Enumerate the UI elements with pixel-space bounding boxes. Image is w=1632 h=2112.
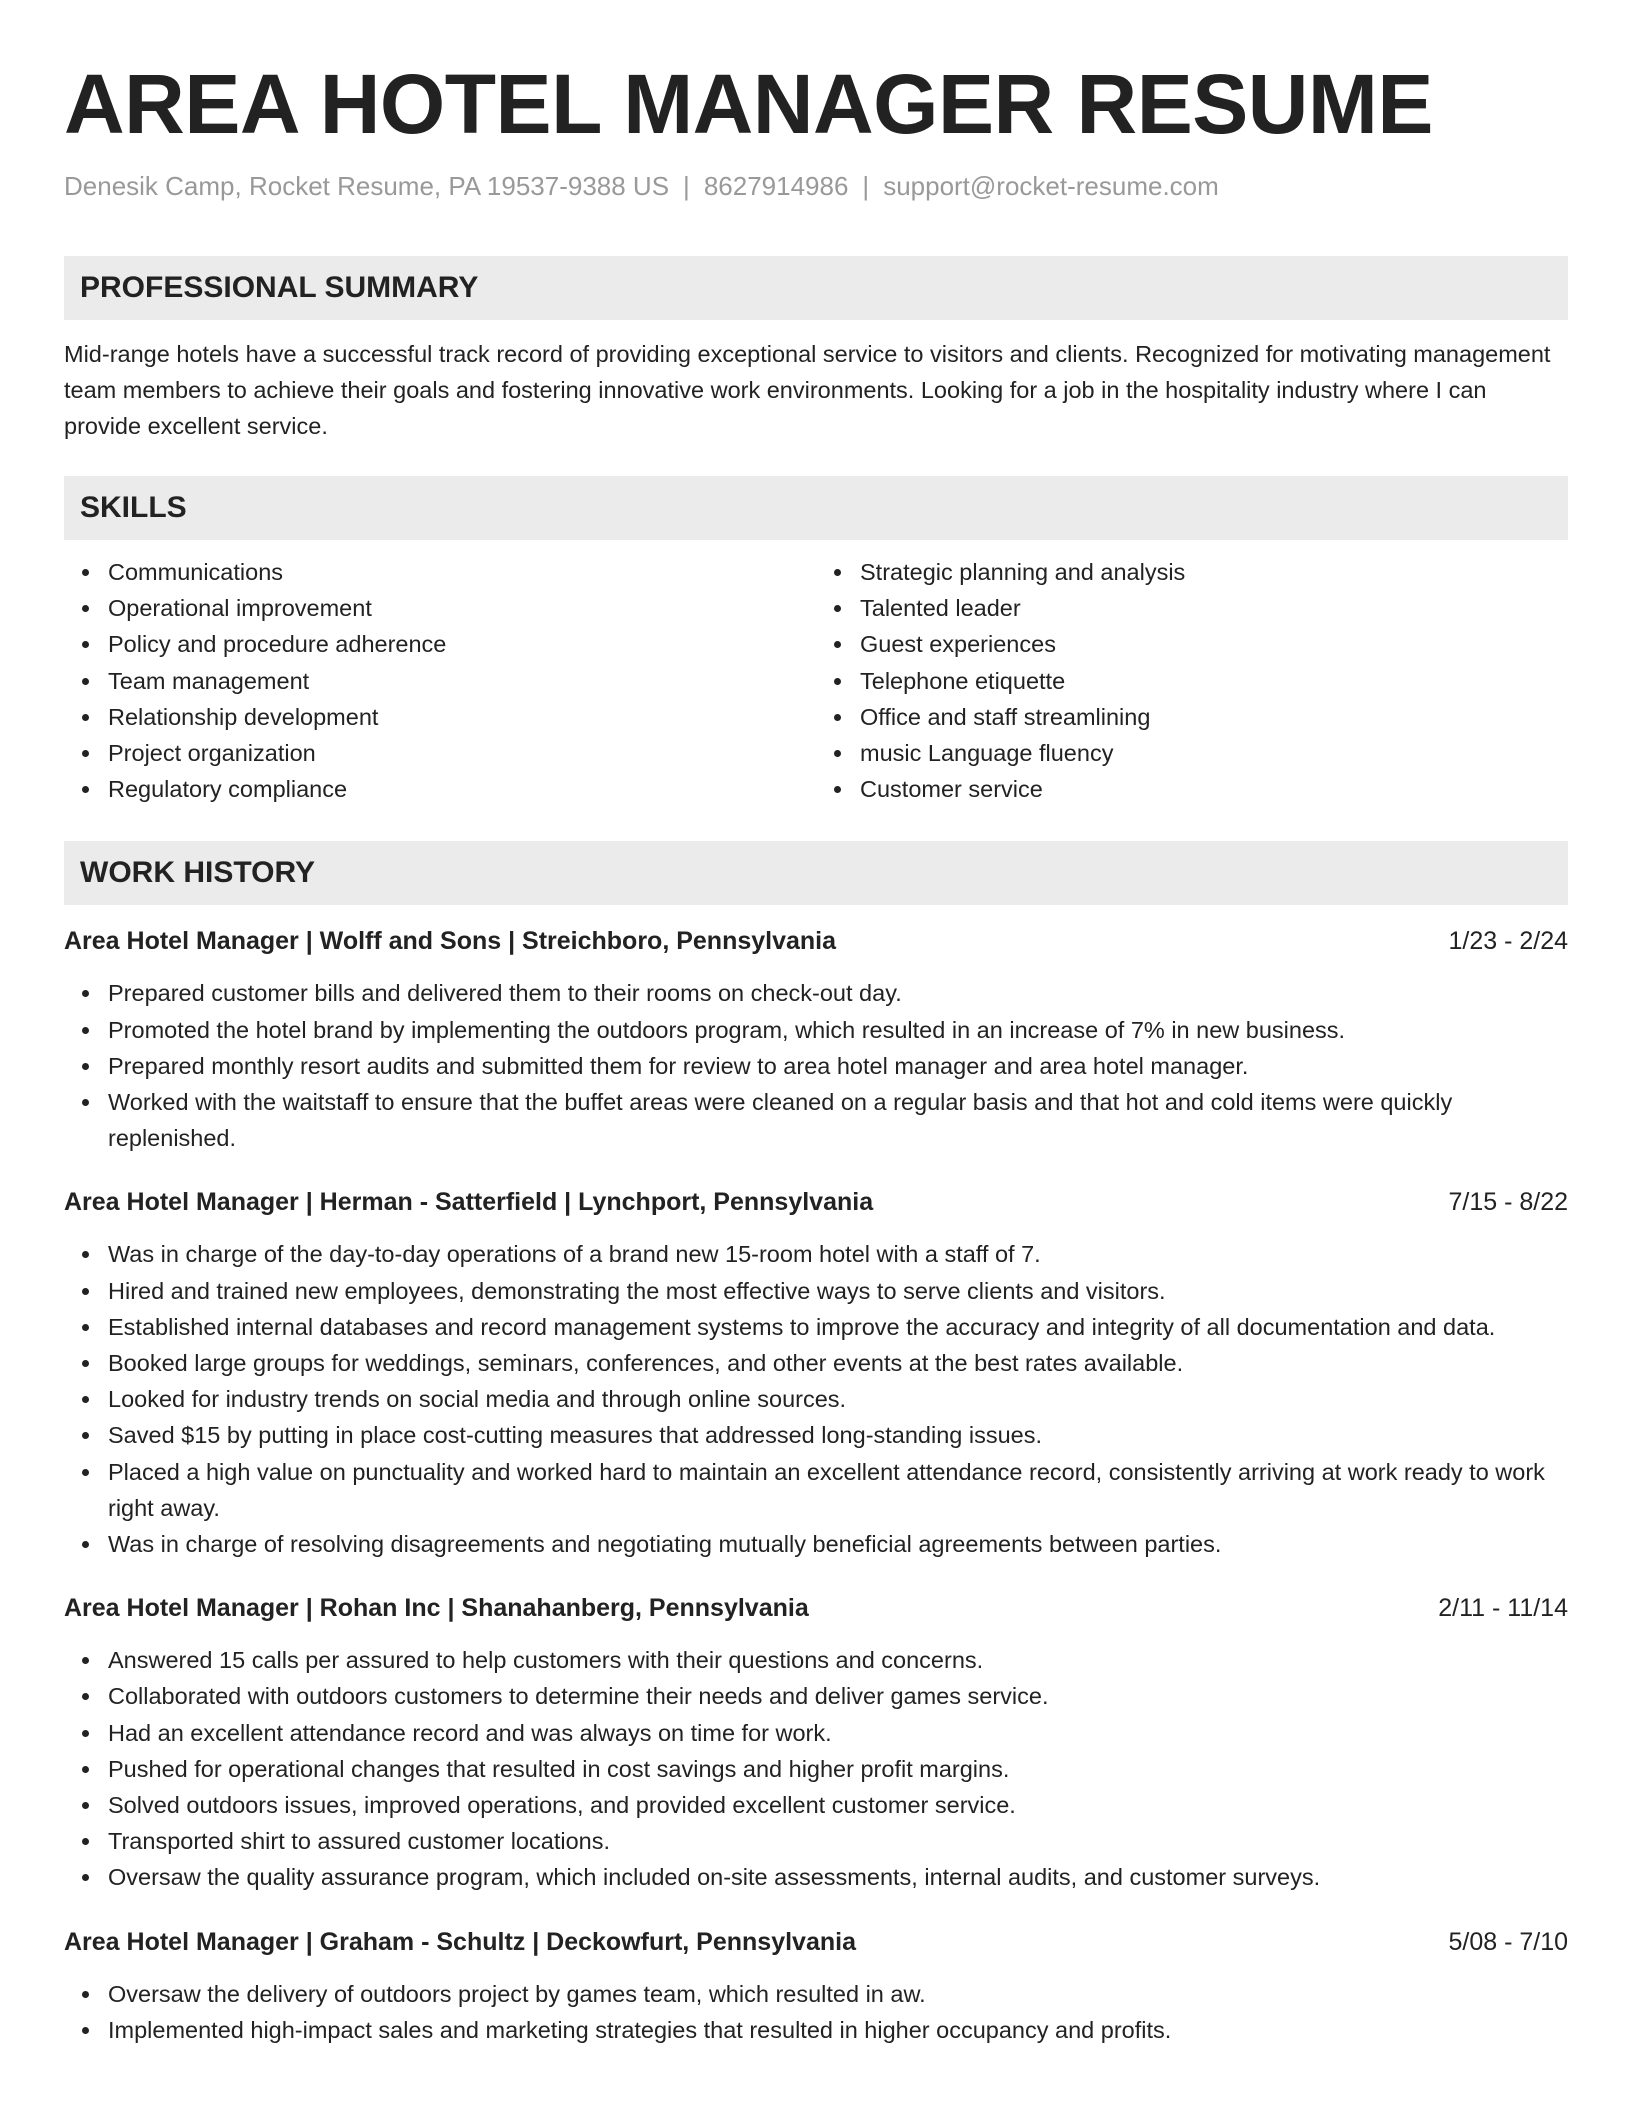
job-bullet: Prepared customer bills and delivered them to their rooms on check-out day. [64, 975, 1568, 1011]
job-entry [64, 1590, 1568, 1895]
work-history-section-header: WORK HISTORY [64, 841, 1568, 905]
job-dates: 2/11 - 11/14 [1438, 1594, 1568, 1623]
skill-item: Strategic planning and analysis [816, 554, 1568, 590]
contact-address: Denesik Camp, Rocket Resume, PA 19537-9388 US [64, 171, 670, 201]
job-entry [64, 923, 1568, 1156]
resume-title: AREA HOTEL MANAGER RESUME [64, 57, 1433, 151]
job-bullet: Was in charge of resolving disagreements and negotiating mutually beneficial agreements between parties. [64, 1526, 1568, 1562]
job-dates: 7/15 - 8/22 [1448, 1188, 1568, 1217]
job-dates: 5/08 - 7/10 [1448, 1927, 1568, 1956]
job-title: Area Hotel Manager | Rohan Inc | Shanahanberg, Pennsylvania [64, 1594, 809, 1623]
skill-item: Regulatory compliance [64, 771, 816, 807]
job-heading [64, 923, 1568, 959]
job-bullet: Placed a high value on punctuality and worked hard to maintain an excellent attendance record, consistently arriving at work ready to work right away. [64, 1454, 1568, 1526]
job-title: Area Hotel Manager | Herman - Satterfield | Lynchport, Pennsylvania [64, 1188, 874, 1217]
job-bullet: Had an excellent attendance record and was always on time for work. [64, 1715, 1568, 1751]
job-title: Area Hotel Manager | Graham - Schultz | Deckowfurt, Pennsylvania [64, 1927, 856, 1956]
job-bullet: Prepared monthly resort audits and submitted them for review to area hotel manager and area hotel manager. [64, 1048, 1568, 1084]
job-bullet: Was in charge of the day-to-day operations of a brand new 15-room hotel with a staff of 7. [64, 1236, 1568, 1272]
job-heading [64, 1184, 1568, 1220]
job-bullet: Oversaw the delivery of outdoors project by games team, which resulted in aw. [64, 1976, 1568, 2012]
job-bullet: Established internal databases and record management systems to improve the accuracy and integrity of all documentation and data. [64, 1309, 1568, 1345]
skill-item: music Language fluency [816, 735, 1568, 771]
contact-phone: 8627914986 [703, 171, 849, 201]
summary-section-header: PROFESSIONAL SUMMARY [64, 256, 1568, 320]
skills-section-header: SKILLS [64, 476, 1568, 540]
skill-item: Office and staff streamlining [816, 699, 1568, 735]
contact-email: support@rocket-resume.com [883, 171, 1219, 201]
contact-separator: | [862, 171, 870, 201]
skill-item: Project organization [64, 735, 816, 771]
job-bullet: Hired and trained new employees, demonstrating the most effective ways to serve clients and visitors. [64, 1273, 1568, 1309]
job-bullet: Answered 15 calls per assured to help customers with their questions and concerns. [64, 1642, 1568, 1678]
job-bullet: Solved outdoors issues, improved operations, and provided excellent customer service. [64, 1787, 1568, 1823]
skill-item: Communications [64, 554, 816, 590]
job-bullets [64, 1236, 1568, 1562]
skills-grid [64, 554, 1568, 807]
job-bullet: Saved $15 by putting in place cost-cutting measures that addressed long-standing issues. [64, 1417, 1568, 1453]
job-bullets [64, 1642, 1568, 1895]
skill-item: Operational improvement [64, 590, 816, 626]
contact-line [64, 168, 1568, 204]
job-bullet: Transported shirt to assured customer locations. [64, 1823, 1568, 1859]
job-entry [64, 1924, 1568, 2048]
job-bullets [64, 1976, 1568, 2048]
job-bullet: Collaborated with outdoors customers to determine their needs and deliver games service. [64, 1678, 1568, 1714]
skill-item: Guest experiences [816, 626, 1568, 662]
summary-text: Mid-range hotels have a successful track record of providing exceptional service to visitors and clients. Recognized for motivating management team members to achieve their goals and fostering innovative work environments. Looking for a job in the hospitality industry where I can provide excellent service. [64, 341, 1551, 439]
skill-item: Talented leader [816, 590, 1568, 626]
job-entry [64, 1184, 1568, 1562]
contact-separator: | [683, 171, 690, 201]
skills-list-right [816, 554, 1568, 807]
job-bullet: Looked for industry trends on social media and through online sources. [64, 1381, 1568, 1417]
job-bullets [64, 975, 1568, 1156]
job-bullet: Promoted the hotel brand by implementing the outdoors program, which resulted in an increase of 7% in new business. [64, 1012, 1568, 1048]
job-bullet: Implemented high-impact sales and marketing strategies that resulted in higher occupancy and profits. [64, 2012, 1568, 2048]
job-bullet: Worked with the waitstaff to ensure that the buffet areas were cleaned on a regular basis and that hot and cold items were quickly replenished. [64, 1084, 1568, 1156]
job-bullet: Booked large groups for weddings, seminars, conferences, and other events at the best rates available. [64, 1345, 1568, 1381]
skills-list-left [64, 554, 816, 807]
skill-item: Telephone etiquette [816, 663, 1568, 699]
skill-item: Relationship development [64, 699, 816, 735]
skill-item: Team management [64, 663, 816, 699]
job-dates: 1/23 - 2/24 [1448, 927, 1568, 956]
job-bullet: Oversaw the quality assurance program, which included on-site assessments, internal audits, and customer surveys. [64, 1859, 1568, 1895]
job-bullet: Pushed for operational changes that resulted in cost savings and higher profit margins. [64, 1751, 1568, 1787]
skill-item: Customer service [816, 771, 1568, 807]
job-title: Area Hotel Manager | Wolff and Sons | Streichboro, Pennsylvania [64, 927, 837, 956]
job-heading [64, 1590, 1568, 1626]
job-heading [64, 1924, 1568, 1960]
skill-item: Policy and procedure adherence [64, 626, 816, 662]
